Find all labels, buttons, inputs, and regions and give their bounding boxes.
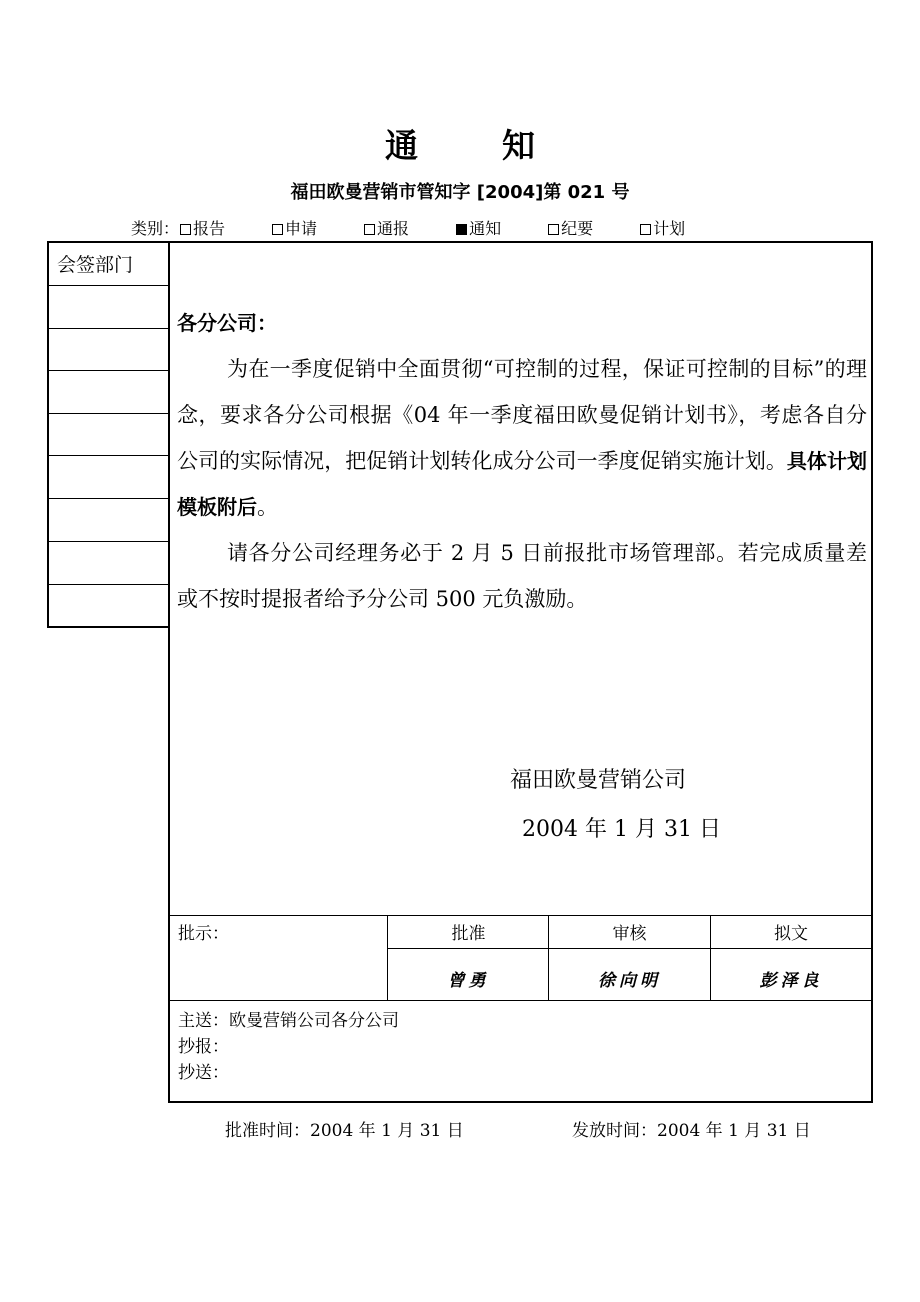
countersign-row bbox=[49, 455, 168, 456]
draft-label: 拟文 bbox=[774, 924, 808, 944]
category-text: 通知 bbox=[469, 219, 502, 238]
checkbox-icon bbox=[180, 224, 191, 235]
category-text: 申请 bbox=[285, 219, 318, 238]
checkbox-icon bbox=[640, 224, 651, 235]
category-text: 纪要 bbox=[561, 219, 594, 238]
checkbox-icon bbox=[548, 224, 559, 235]
category-2 bbox=[271, 218, 317, 240]
paragraph-1-bold: 具体计划模板附后 bbox=[177, 449, 867, 519]
notice-body bbox=[177, 300, 867, 622]
category-row bbox=[131, 218, 685, 240]
paragraph-1-end: 。 bbox=[257, 495, 278, 519]
review-label: 审核 bbox=[612, 924, 647, 944]
countersign-row bbox=[49, 413, 168, 414]
countersign-row bbox=[49, 370, 168, 371]
category-6 bbox=[639, 218, 685, 240]
paragraph-1 bbox=[177, 346, 867, 530]
report-to: 抄报： bbox=[178, 1037, 229, 1057]
issued-time: 发放时间：2004 年 1 月 31 日 bbox=[572, 1121, 811, 1141]
approve-label: 批准 bbox=[451, 924, 486, 944]
category-5 bbox=[547, 218, 593, 240]
checkbox-icon bbox=[272, 224, 283, 235]
copy-to: 抄送： bbox=[178, 1063, 229, 1083]
category-1 bbox=[179, 218, 225, 240]
document-number: 福田欧曼营销市管知字 [2004]第 021 号 bbox=[290, 182, 630, 203]
countersign-row bbox=[49, 584, 168, 585]
category-text: 报告 bbox=[193, 219, 226, 238]
countersign-column bbox=[47, 241, 170, 628]
category-label: 类别： bbox=[131, 219, 180, 238]
category-text: 通报 bbox=[377, 219, 410, 238]
paragraph-2: 请各分公司经理务必于 2 月 5 日前报批市场管理部。若完成质量差或不按时提报者给予分公司 500 元负激励。 bbox=[177, 541, 867, 611]
main-recipient: 主送：欧曼营销公司各分公司 bbox=[178, 1011, 399, 1031]
document-title: 通知 bbox=[385, 126, 619, 165]
category-3 bbox=[363, 218, 409, 240]
approval-row-divider bbox=[388, 948, 871, 949]
countersign-header: 会签部门 bbox=[57, 254, 134, 276]
checkbox-icon bbox=[364, 224, 375, 235]
countersign-row bbox=[49, 328, 168, 329]
issue-date: 2004 年 1 月 31 日 bbox=[522, 817, 721, 842]
distribution-list bbox=[178, 1008, 399, 1086]
category-4 bbox=[455, 218, 501, 240]
review-signature: 徐向明 bbox=[598, 971, 661, 991]
countersign-row bbox=[49, 541, 168, 542]
paragraph-1-text: 为在一季度促销中全面贯彻“可控制的过程，保证可控制的目标”的理念，要求各分公司根据《04 年一季度福田欧曼促销计划书》，考虑各自分公司的实际情况，把促销计划转化成分公司一季度促销实施计划。 bbox=[177, 357, 867, 473]
approve-signature: 曾勇 bbox=[447, 971, 490, 991]
countersign-row bbox=[49, 498, 168, 499]
checked-box-icon bbox=[456, 224, 467, 235]
approval-table bbox=[170, 915, 871, 1001]
issuer-name: 福田欧曼营销公司 bbox=[510, 768, 687, 793]
greeting: 各分公司： bbox=[177, 311, 277, 335]
countersign-row bbox=[49, 285, 168, 286]
approved-time: 批准时间：2004 年 1 月 31 日 bbox=[225, 1121, 464, 1141]
draft-signature: 彭泽良 bbox=[759, 971, 823, 991]
category-text: 计划 bbox=[653, 219, 686, 238]
instruction-label: 批示： bbox=[178, 924, 229, 944]
